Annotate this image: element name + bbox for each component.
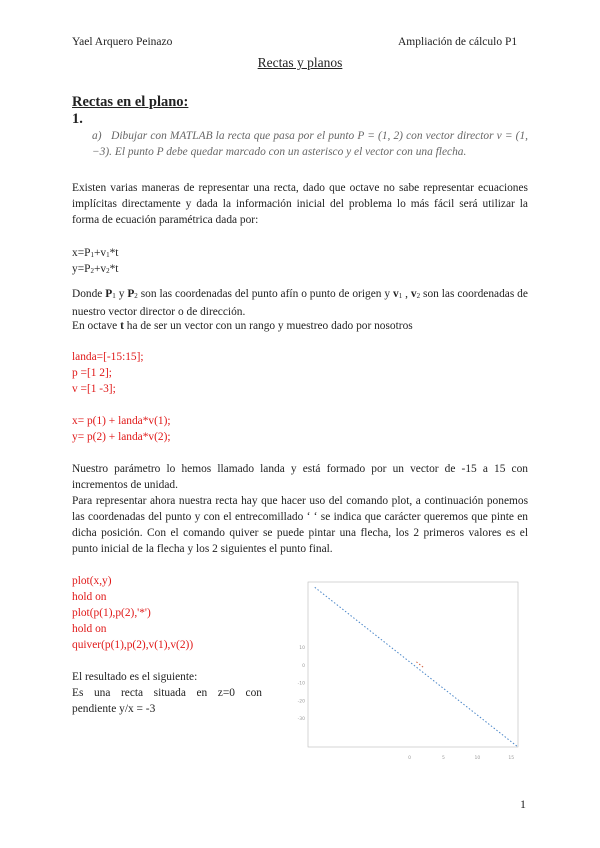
series-vector [416,662,423,667]
v1-symbol: v [392,288,399,300]
page-number: 1 [520,797,526,811]
p2-subscript: 2 [134,292,138,300]
donde-text-1: son las coordenadas del punto afín o punto de origen y [140,288,391,300]
x-tick-label: 10 [474,756,481,761]
result-text: El resultado es el siguiente: [72,671,198,683]
octave-post: ha de ser un vector con un rango y muestreo dado por nosotros [126,320,413,332]
eq1-lhs: x=P [72,247,91,259]
octave-line [72,318,413,334]
code-line: hold on [72,623,107,635]
page-title: Rectas y planos [257,55,343,70]
parameter-paragraph: Nuestro parámetro lo hemos llamado landa y está formado por un vector de -15 a 15 con incrementos de unidad. [72,463,528,491]
donde-paragraph [72,286,528,320]
eq1-rhs: *t [109,247,119,259]
header-course: Ampliación de cálculo P1 [398,36,518,48]
series-recta [315,587,518,747]
octave-pre: En octave [72,320,118,332]
donde-word: Donde [72,288,103,300]
header-author: Yael Arquero Peinazo [72,36,173,48]
eq2-lhs: y=P [72,263,91,275]
v1-subscript: 1 [398,292,403,300]
x-tick-label: 5 [442,756,445,761]
line-plot [283,577,528,767]
equation-y [72,261,118,279]
p1-subscript: 1 [112,292,116,300]
y-tick-label: -10 [297,681,305,687]
code-line: quiver(p(1),p(2),v(1),v(2)) [72,639,194,651]
description-text: Es una recta situada en z=0 con pendiente y/x = -3 [72,687,262,715]
eq2-mid: +v [93,263,107,275]
code-line: landa=[-15:15]; [72,351,144,363]
x-tick-label: 0 [408,756,412,761]
section-heading: Rectas en el plano: [72,94,189,110]
code-line: plot(x,y) [72,575,112,587]
code-line: x= p(1) + landa*v(1); [72,415,171,427]
v2-subscript: 2 [416,292,421,300]
eq2-s2: 2 [106,267,110,275]
y-tick-label: 10 [299,646,305,652]
octave-var: t [120,320,124,332]
v2-symbol: v [410,288,417,300]
code-line: p =[1 2]; [72,367,112,379]
y-tick-label: -30 [297,717,305,723]
y-word: y [118,288,125,300]
code-line: hold on [72,591,107,603]
exercise-text: Dibujar con MATLAB la recta que pasa por el punto P = (1, 2) con vector director v = (1, −3). El punto P debe quedar marcado con un asterisco y el vector con una flecha. [92,130,528,158]
eq1-mid: +v [93,247,107,259]
comma: , [405,288,408,300]
eq1-s1: 1 [90,251,94,259]
plot-explanation-paragraph: Para representar ahora nuestra recta hay que hacer uso del comando plot, a continuación ponemos las coordenadas del punto y con el entrecomillado ‘ ‘ se indica que carácter queremos que pinte en dicha posición. Con el comando quiver se puede pintar una flecha, los 2 primeros valores es el punto inicial de la flecha y los 2 siguientes el punto final. [72,495,528,555]
code-line: v =[1 -3]; [72,383,116,395]
p2-symbol: P [127,288,135,300]
code-line: plot(p(1),p(2),'*') [72,607,151,619]
exercise-statement [92,128,528,160]
exercise-label: a) [92,130,102,142]
eq1-s2: 1 [106,251,110,259]
p1-symbol: P [105,288,113,300]
eq2-s1: 2 [90,267,94,275]
y-tick-label: -20 [297,699,305,705]
donde-text-2: son las coordenadas de nuestro vector director o de dirección. [72,288,528,318]
eq2-rhs: *t [109,263,119,275]
problem-number: 1. [72,111,83,127]
x-tick-label: 15 [508,756,515,761]
y-tick-label: 0 [302,663,305,669]
intro-paragraph: Existen varias maneras de representar una recta, dado que octave no sabe representar ecuaciones implícitas directamente y dada la información inicial del problema lo más fácil será utilizar la forma de ecuación paramétrica dada por: [72,182,528,226]
code-line: y= p(2) + landa*v(2); [72,431,171,443]
